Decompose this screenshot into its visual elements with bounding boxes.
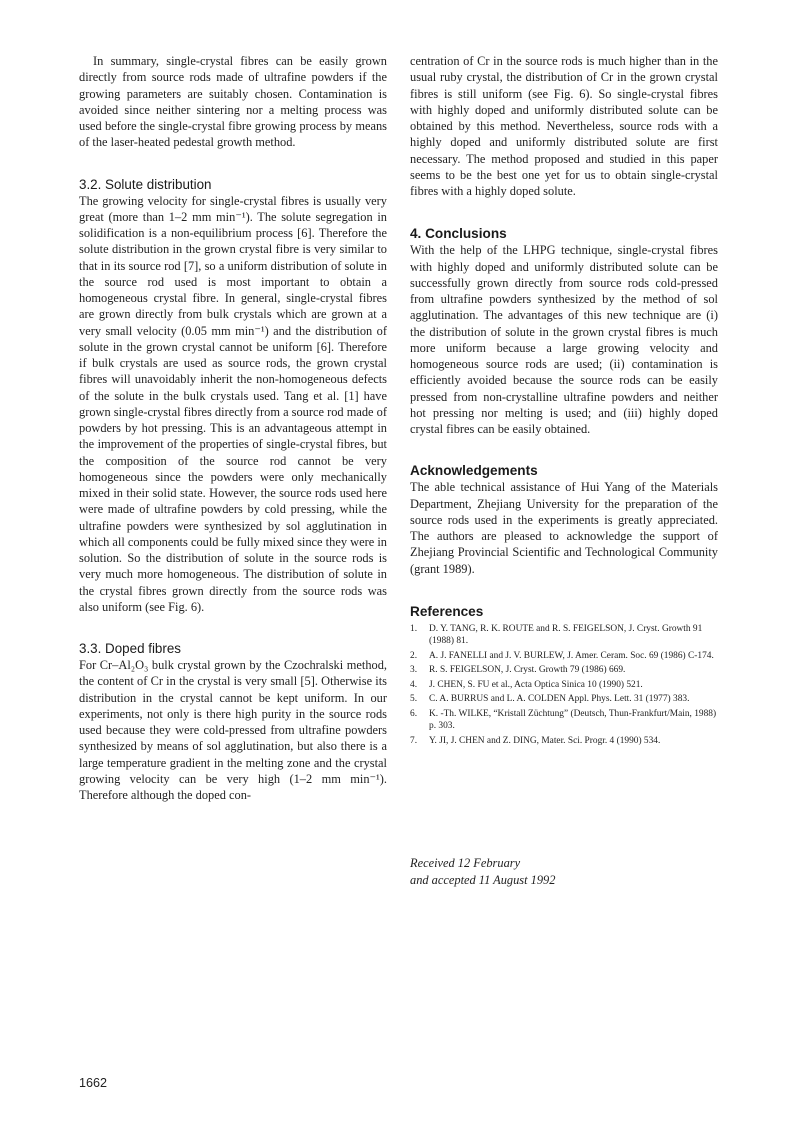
reference-text: A. J. FANELLI and J. V. BURLEW, J. Amer. Ceram. Soc. 69 (1986) C-174.	[429, 650, 714, 661]
left-column	[79, 53, 387, 803]
reference-item	[410, 664, 718, 677]
section-heading-doped-fibres: 3.3. Doped fibres	[79, 641, 181, 656]
reference-text: D. Y. TANG, R. K. ROUTE and R. S. FEIGELSON, J. Cryst. Growth 91 (1988) 81.	[429, 623, 703, 647]
page-number: 1662	[79, 1076, 108, 1090]
reference-item	[410, 735, 718, 748]
reference-item	[410, 693, 718, 706]
section-heading-references: References	[410, 603, 484, 619]
doped-fibres-paragraph: For Cr–Al₂O₃ bulk crystal grown by the Czochralski method, the content of Cr in the crystal is very small [5]. Otherwise its distribution in the crystal cannot be kept uniform. In our experiments, not only is there high purity in the source rods used because they were cold-pressed from ultrafine powders synthesized by means of sol agglutination, but also there is a large temperature gradient in the melting zone and the crystal growing velocity can be very high (1–2 mm min⁻¹). Therefore although the doped con-	[79, 658, 387, 802]
summary-paragraph: In summary, single-crystal fibres can be easily grown directly from source rods made of ultrafine powders if the growing parameters are suitably chosen. Contamination is avoided since neither sintering nor a melting process was used before the single-crystal fibre growing process by means of the laser-heated pedestal growth method.	[79, 54, 387, 150]
reference-number: 3.	[410, 665, 418, 676]
reference-text: K. -Th. WILKE, “Kristall Züchtung” (Deutsch, Thun-Frankfurt/Main, 1988) p. 303.	[429, 708, 717, 732]
section-heading-conclusions: 4. Conclusions	[410, 226, 507, 242]
reference-item	[410, 650, 718, 663]
conclusions-paragraph: With the help of the LHPG technique, single-crystal fibres with highly doped and uniformly distributed solute can be successfully grown directly from source rods cold-pressed from ultrafine powders synthesized by the method of sol agglutination. The advantages of this new technique are (i) the distribution of solute in the grown crystal fibres is much more uniform because a large growing velocity and homogeneous source rods are used; (ii) contamination is efficiently avoided because the source rods can be easily pressed from non-crystalline ultrafine powders and neither hot pressing nor melting is used; and (iii) highly doped crystal fibres can be easily obtained.	[410, 243, 718, 436]
reference-text: Y. JI, J. CHEN and Z. DING, Mater. Sci. Progr. 4 (1990) 534.	[429, 735, 661, 746]
reference-text: J. CHEN, S. FU et al., Acta Optica Sinica 10 (1990) 521.	[429, 679, 643, 690]
received-dates	[410, 855, 555, 888]
right-column	[410, 53, 718, 749]
section-heading-acknowledgements: Acknowledgements	[410, 463, 538, 479]
doped-fibres-continued-paragraph: centration of Cr in the source rods is much higher than in the usual ruby crystal, the distribution of Cr in the grown crystal fibres is still uniform (see Fig. 6). So single-crystal fibres with highly doped and uniformly distributed solute can be obtained by this method. Nevertheless, source rods with a highly doped and uniformly distributed solute are first necessary. The method proposed and studied in this paper seems to be the best one yet for us to obtain single-crystal fibres with a highly doped solute.	[410, 54, 718, 198]
received-line: Received 12 February	[410, 856, 521, 870]
acknowledgements-paragraph: The able technical assistance of Hui Yang of the Materials Department, Zhejiang University for the preparation of the source rods used in the experiments is greatly appreciated. The authors are pleased to acknowledge the support of Zhejiang Provincial Scientific and Technological Community (grant 1989).	[410, 480, 718, 576]
reference-item	[410, 708, 718, 733]
reference-number: 5.	[410, 694, 418, 705]
reference-text: R. S. FEIGELSON, J. Cryst. Growth 79 (1986) 669.	[429, 665, 626, 676]
section-heading-solute-distribution: 3.2. Solute distribution	[79, 176, 212, 192]
reference-number: 1.	[410, 623, 418, 634]
reference-number: 4.	[410, 679, 418, 690]
reference-number: 2.	[410, 650, 418, 661]
accepted-line: and accepted 11 August 1992	[410, 872, 556, 887]
solute-distribution-paragraph: The growing velocity for single-crystal fibres is usually very great (more than 1–2 mm min⁻¹). The solute segregation in solidification is a non-equilibrium process [6]. Therefore the solute distribution in the grown crystal fibre is very similar to that in its source rod [7], so a uniform distribution of solute in the source rod used is most important to obtain a homogeneous crystal fibre. In general, single-crystal fibres are grown directly from bulk crystals which are grown at a very small velocity (0.05 mm min⁻¹) and the distribution of solute in the grown crystal cannot be uniform [6]. Therefore if bulk crystals are used as source rods, the grown crystal fibres will unavoidably inherit the non-homogeneous defects of the solute in the bulk crystals used. Tang et al. [1] have grown single-crystal fibres directly from a source rod made of powders by hot pressing. This is an advantageous attempt in the improvement of the properties of single-crystal fibres, but the composition of the source rod cannot be very homogeneous since the powders were only mechanically mixed in their solid state. However, the source rods used here were made of ultrafine powders by cold pressing, while the ultrafine powders were synthesized by sol agglutination in which all components could be fully mixed since they were in solution. So the distribution of solute in the source rods is very much more homogeneous. The distribution of solute in the crystal fibres grown directly from the source rods was also uniform (see Fig. 6).	[79, 193, 387, 614]
reference-item	[410, 679, 718, 692]
reference-number: 6.	[410, 708, 418, 719]
reference-item	[410, 623, 718, 648]
reference-number: 7.	[410, 735, 418, 746]
reference-text: C. A. BURRUS and L. A. COLDEN Appl. Phys. Lett. 31 (1977) 383.	[429, 694, 690, 705]
reference-list	[410, 623, 718, 748]
